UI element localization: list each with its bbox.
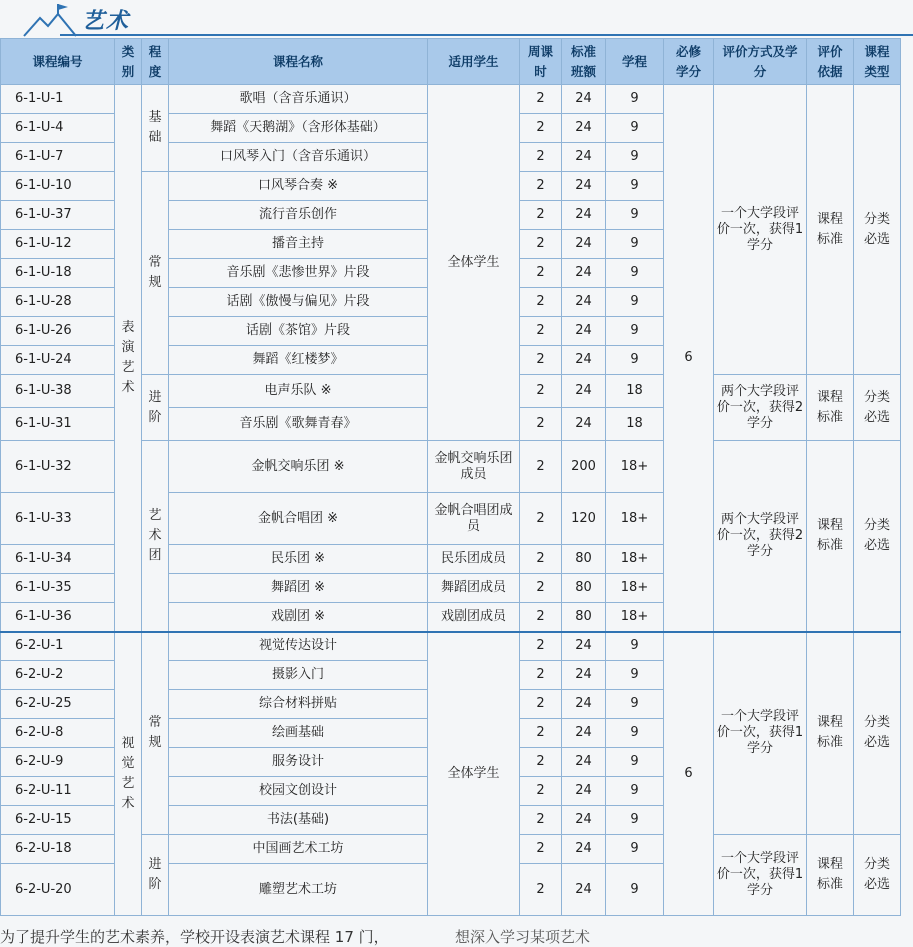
course-table [0,38,901,916]
student-cell: 全体学生 [428,632,520,916]
term-cell: 9 [606,114,664,143]
course-name: 流行音乐创作 [169,201,428,230]
term-cell: 9 [606,806,664,835]
weekly-cell: 2 [520,748,562,777]
eval-cell: 一个大学段评价一次，获得1学分 [714,835,807,916]
course-code: 6-2-U-11 [1,777,115,806]
header-category: 类别 [115,39,142,85]
course-code: 6-1-U-24 [1,346,115,375]
course-code: 6-1-U-37 [1,201,115,230]
size-cell: 24 [562,288,606,317]
course-code: 6-1-U-26 [1,317,115,346]
weekly-cell: 2 [520,375,562,408]
header-term: 学程 [606,39,664,85]
course-name: 金帆合唱团 ※ [169,493,428,545]
term-cell: 18+ [606,574,664,603]
term-cell: 9 [606,201,664,230]
course-name: 舞蹈《天鹅湖》（含形体基础） [169,114,428,143]
student-cell: 民乐团成员 [428,545,520,574]
term-cell: 18+ [606,603,664,632]
weekly-cell: 2 [520,172,562,201]
level-cell: 艺术团 [142,441,169,632]
course-name: 电声乐队 ※ [169,375,428,408]
course-name: 话剧《傲慢与偏见》片段 [169,288,428,317]
course-name: 戏剧团 ※ [169,603,428,632]
size-cell: 24 [562,661,606,690]
course-code: 6-1-U-4 [1,114,115,143]
course-code: 6-2-U-1 [1,632,115,661]
course-code: 6-1-U-10 [1,172,115,201]
size-cell: 24 [562,748,606,777]
header-credits: 必修学分 [664,39,714,85]
course-code: 6-1-U-31 [1,408,115,441]
term-cell: 9 [606,690,664,719]
size-cell: 24 [562,806,606,835]
size-cell: 24 [562,201,606,230]
term-cell: 9 [606,748,664,777]
course-code: 6-1-U-38 [1,375,115,408]
course-name: 雕塑艺术工坊 [169,864,428,916]
level-cell: 基础 [142,85,169,172]
size-cell: 24 [562,143,606,172]
header-row [1,39,901,85]
course-name: 中国画艺术工坊 [169,835,428,864]
course-code: 6-1-U-34 [1,545,115,574]
type-cell: 分类必选 [854,375,901,441]
course-code: 6-2-U-20 [1,864,115,916]
size-cell: 24 [562,259,606,288]
type-cell: 分类必选 [854,85,901,375]
footer-left: 为了提升学生的艺术素养，学校开设表演艺术课程 17 门， [0,928,389,946]
level-cell: 进阶 [142,835,169,916]
basis-cell: 课程标准 [807,835,854,916]
weekly-cell: 2 [520,201,562,230]
level-cell: 常规 [142,632,169,835]
weekly-cell: 2 [520,230,562,259]
term-cell: 18 [606,375,664,408]
course-name: 绘画基础 [169,719,428,748]
student-cell: 金帆交响乐团成员 [428,441,520,493]
eval-cell: 一个大学段评价一次，获得1学分 [714,632,807,835]
term-cell: 9 [606,317,664,346]
course-name: 播音主持 [169,230,428,259]
size-cell: 24 [562,719,606,748]
term-cell: 9 [606,777,664,806]
header-student: 适用学生 [428,39,520,85]
course-code: 6-2-U-8 [1,719,115,748]
term-cell: 9 [606,288,664,317]
weekly-cell: 2 [520,288,562,317]
course-code: 6-2-U-15 [1,806,115,835]
course-code: 6-1-U-28 [1,288,115,317]
header-eval: 评价方式及学分 [714,39,807,85]
size-cell: 24 [562,408,606,441]
course-code: 6-1-U-32 [1,441,115,493]
course-code: 6-1-U-7 [1,143,115,172]
course-name: 音乐剧《悲惨世界》片段 [169,259,428,288]
course-code: 6-1-U-33 [1,493,115,545]
eval-cell: 两个大学段评价一次，获得2学分 [714,375,807,441]
weekly-cell: 2 [520,574,562,603]
course-code: 6-1-U-36 [1,603,115,632]
weekly-cell: 2 [520,259,562,288]
course-name: 摄影入门 [169,661,428,690]
weekly-cell: 2 [520,545,562,574]
student-cell: 金帆合唱团成员 [428,493,520,545]
basis-cell: 课程标准 [807,85,854,375]
student-cell: 戏剧团成员 [428,603,520,632]
course-name: 口风琴入门（含音乐通识） [169,143,428,172]
weekly-cell: 2 [520,346,562,375]
eval-cell: 一个大学段评价一次，获得1学分 [714,85,807,375]
size-cell: 80 [562,603,606,632]
student-cell: 舞蹈团成员 [428,574,520,603]
weekly-cell: 2 [520,603,562,632]
type-cell: 分类必选 [854,632,901,835]
weekly-cell: 2 [520,114,562,143]
basis-cell: 课程标准 [807,375,854,441]
term-cell: 9 [606,864,664,916]
table-row [1,632,901,661]
header-size: 标准班额 [562,39,606,85]
course-code: 6-1-U-18 [1,259,115,288]
size-cell: 24 [562,114,606,143]
course-name: 民乐团 ※ [169,545,428,574]
weekly-cell: 2 [520,441,562,493]
section-title: 艺术 [82,9,131,34]
term-cell: 18+ [606,493,664,545]
course-name: 综合材料拼贴 [169,690,428,719]
weekly-cell: 2 [520,806,562,835]
header-name: 课程名称 [169,39,428,85]
size-cell: 24 [562,346,606,375]
term-cell: 9 [606,661,664,690]
term-cell: 9 [606,143,664,172]
eval-cell: 两个大学段评价一次，获得2学分 [714,441,807,632]
course-name: 舞蹈团 ※ [169,574,428,603]
term-cell: 9 [606,85,664,114]
course-name: 视觉传达设计 [169,632,428,661]
weekly-cell: 2 [520,632,562,661]
weekly-cell: 2 [520,408,562,441]
course-name: 服务设计 [169,748,428,777]
category-cell: 视觉艺术 [115,632,142,916]
size-cell: 80 [562,574,606,603]
header-code: 课程编号 [1,39,115,85]
course-name: 话剧《茶馆》片段 [169,317,428,346]
course-name: 音乐剧《歌舞青春》 [169,408,428,441]
term-cell: 9 [606,719,664,748]
size-cell: 24 [562,172,606,201]
course-name: 金帆交响乐团 ※ [169,441,428,493]
footer-right: 想深入学习某项艺术 [455,928,591,946]
weekly-cell: 2 [520,719,562,748]
header-basis: 评价依据 [807,39,854,85]
type-cell: 分类必选 [854,835,901,916]
weekly-cell: 2 [520,143,562,172]
category-cell: 表演艺术 [115,85,142,632]
size-cell: 80 [562,545,606,574]
term-cell: 9 [606,230,664,259]
size-cell: 24 [562,375,606,408]
size-cell: 24 [562,864,606,916]
size-cell: 24 [562,690,606,719]
size-cell: 200 [562,441,606,493]
level-cell: 常规 [142,172,169,375]
course-code: 6-1-U-35 [1,574,115,603]
course-code: 6-2-U-25 [1,690,115,719]
weekly-cell: 2 [520,493,562,545]
size-cell: 24 [562,317,606,346]
course-code: 6-2-U-18 [1,835,115,864]
course-name: 校园文创设计 [169,777,428,806]
course-name: 歌唱（含音乐通识） [169,85,428,114]
term-cell: 18 [606,408,664,441]
weekly-cell: 2 [520,835,562,864]
weekly-cell: 2 [520,85,562,114]
size-cell: 24 [562,777,606,806]
term-cell: 9 [606,632,664,661]
course-code: 6-2-U-9 [1,748,115,777]
header-rule [60,34,913,36]
size-cell: 24 [562,632,606,661]
table-row [1,85,901,114]
course-code: 6-2-U-2 [1,661,115,690]
section-header [0,0,913,40]
term-cell: 9 [606,259,664,288]
header-type: 课程类型 [854,39,901,85]
basis-cell: 课程标准 [807,441,854,632]
footer-text [0,924,913,946]
term-cell: 18+ [606,441,664,493]
weekly-cell: 2 [520,864,562,916]
weekly-cell: 2 [520,661,562,690]
size-cell: 120 [562,493,606,545]
course-code: 6-1-U-12 [1,230,115,259]
header-weekly: 周课时 [520,39,562,85]
weekly-cell: 2 [520,777,562,806]
term-cell: 18+ [606,545,664,574]
term-cell: 9 [606,172,664,201]
student-cell: 全体学生 [428,85,520,441]
course-name: 书法(基础) [169,806,428,835]
weekly-cell: 2 [520,317,562,346]
term-cell: 9 [606,835,664,864]
course-code: 6-1-U-1 [1,85,115,114]
header-level: 程度 [142,39,169,85]
term-cell: 9 [606,346,664,375]
level-cell: 进阶 [142,375,169,441]
size-cell: 24 [562,835,606,864]
course-name: 舞蹈《红楼梦》 [169,346,428,375]
weekly-cell: 2 [520,690,562,719]
credits-cell: 6 [664,85,714,632]
basis-cell: 课程标准 [807,632,854,835]
mountain-flag-icon [22,2,78,38]
credits-cell: 6 [664,632,714,916]
size-cell: 24 [562,85,606,114]
size-cell: 24 [562,230,606,259]
type-cell: 分类必选 [854,441,901,632]
course-name: 口风琴合奏 ※ [169,172,428,201]
